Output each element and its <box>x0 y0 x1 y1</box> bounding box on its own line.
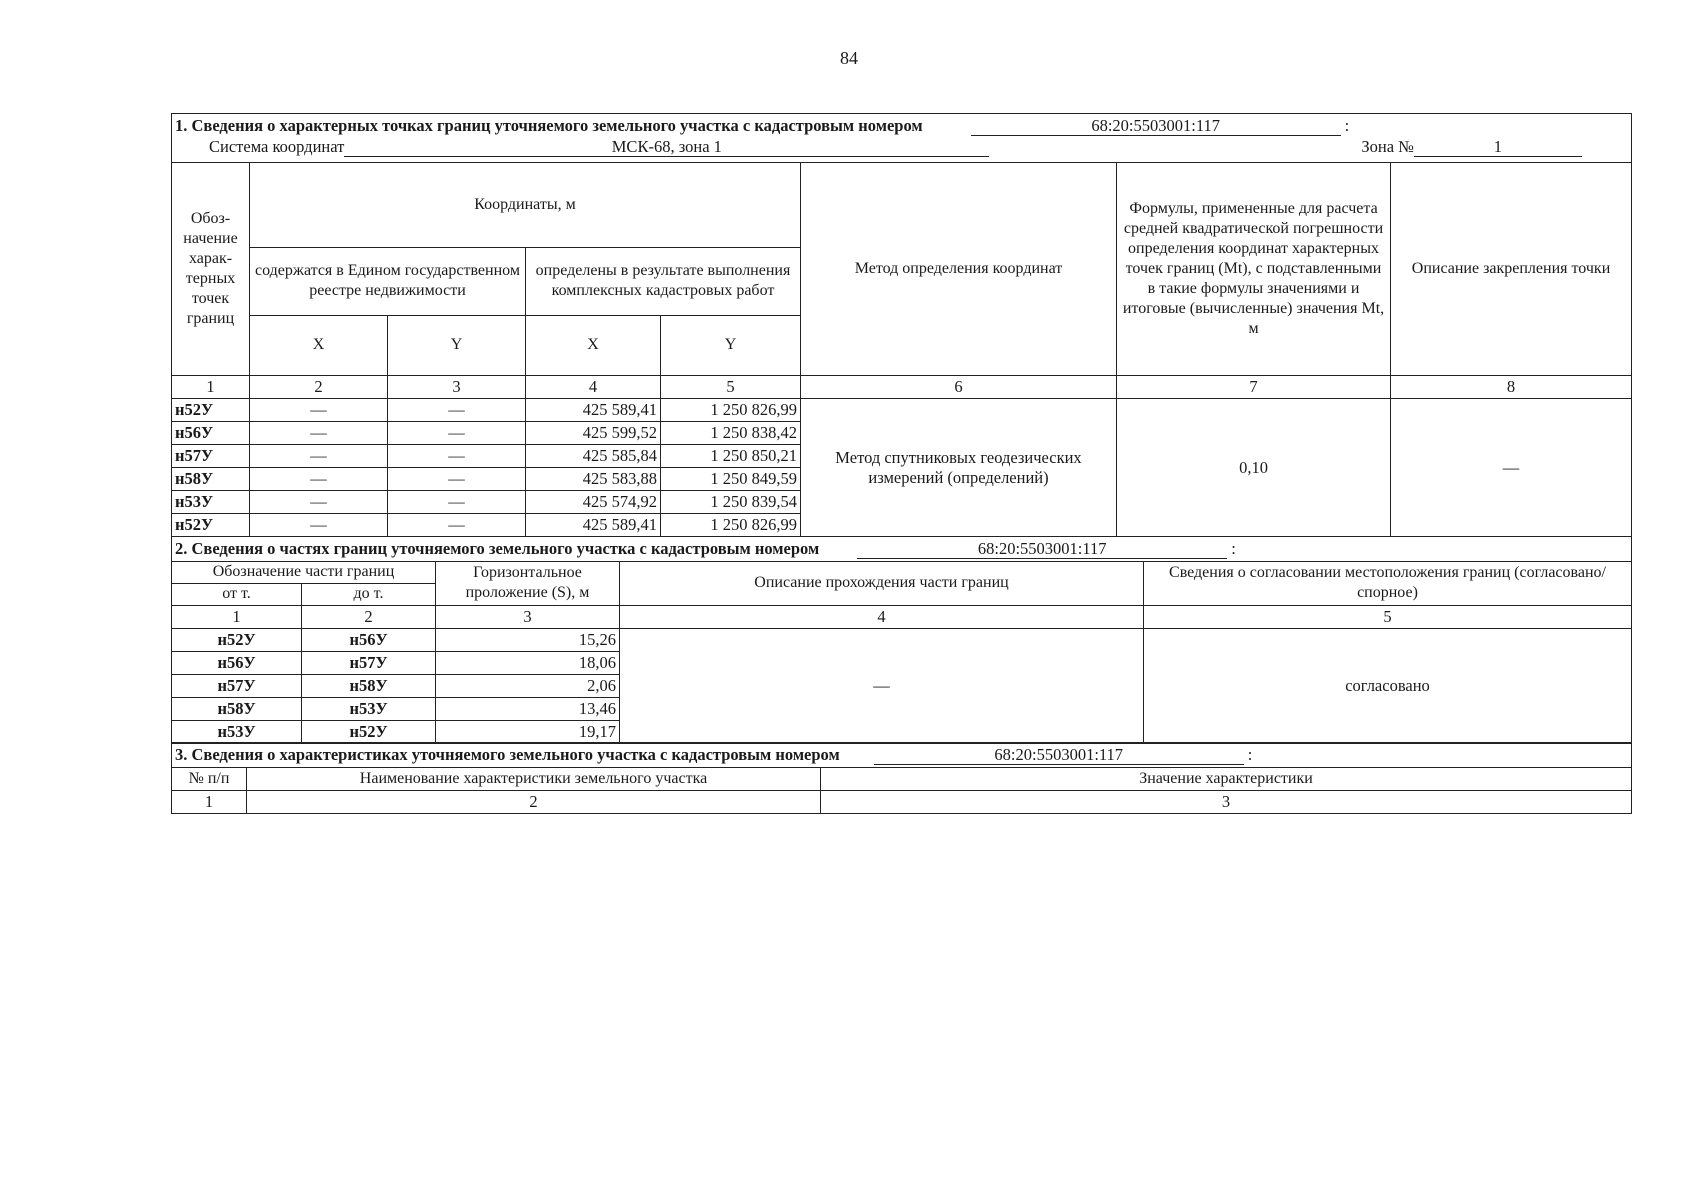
s-cell: 15,26 <box>436 628 620 651</box>
x-cell: 425 599,52 <box>526 422 661 445</box>
section3-title-cell <box>172 743 1632 768</box>
coord-system-label: Система координат <box>209 137 345 156</box>
hdr-reg-x: X <box>250 315 388 375</box>
section2-colon: : <box>1231 538 1236 558</box>
reg-x-cell: — <box>250 399 388 422</box>
hdr-det-y: Y <box>661 315 801 375</box>
point-cell: н52У <box>172 399 250 422</box>
col-num-5: 5 <box>661 376 801 399</box>
x-cell: 425 583,88 <box>526 468 661 491</box>
hdr-determined: определены в результате выполнения комплексных кадастровых работ <box>526 247 801 315</box>
coord-system-value: МСК-68, зона 1 <box>344 137 989 157</box>
reg-x-cell: — <box>250 445 388 468</box>
hdr-reg-y: Y <box>388 315 526 375</box>
col-num-4: 4 <box>526 376 661 399</box>
y-cell: 1 250 826,99 <box>661 514 801 537</box>
hdr-in-registry: содержатся в Едином государственном реестре недвижимости <box>250 247 526 315</box>
hdr-to: до т. <box>302 583 436 605</box>
reg-x-cell: — <box>250 491 388 514</box>
col-num-8: 8 <box>1391 376 1632 399</box>
col-num-1: 1 <box>172 376 250 399</box>
reg-x-cell: — <box>250 514 388 537</box>
col-num-3: 3 <box>436 605 620 628</box>
col-num-6: 6 <box>801 376 1117 399</box>
col-num-4: 4 <box>620 605 1144 628</box>
section1-colon: : <box>1344 116 1350 135</box>
y-cell: 1 250 849,59 <box>661 468 801 491</box>
section1-table <box>171 113 1632 537</box>
col-num-3: 3 <box>388 376 526 399</box>
reg-x-cell: — <box>250 422 388 445</box>
point-cell: н52У <box>172 514 250 537</box>
hdr-fixing: Описание закрепления точки <box>1391 163 1632 376</box>
hdr-value: Значение характеристики <box>821 768 1632 791</box>
mt-value: 0,10 <box>1117 399 1391 537</box>
x-cell: 425 589,41 <box>526 514 661 537</box>
point-cell: н58У <box>172 468 250 491</box>
section3-colon: : <box>1247 745 1253 764</box>
reg-y-cell: — <box>388 514 526 537</box>
hdr-det-x: X <box>526 315 661 375</box>
cadastral-document <box>171 113 1631 814</box>
reg-y-cell: — <box>388 399 526 422</box>
reg-y-cell: — <box>388 445 526 468</box>
hdr-formulas: Формулы, примененные для расчета средней квадратической погрешности определения координат характерных точек границ (Mt), с подставленными в такие формулы значениями и итоговые (вычисленные) значения Mt, м <box>1117 163 1391 376</box>
hdr-description: Описание прохождения части границ <box>620 561 1144 605</box>
section1-cadastral-number: 68:20:5503001:117 <box>971 116 1341 136</box>
method-value: Метод спутниковых геодезических измерений (определений) <box>801 399 1117 537</box>
reg-x-cell: — <box>250 468 388 491</box>
y-cell: 1 250 838,42 <box>661 422 801 445</box>
point-cell: н57У <box>172 445 250 468</box>
description-value: — <box>620 628 1144 743</box>
reg-y-cell: — <box>388 491 526 514</box>
section2-title: 2. Сведения о частях границ уточняемого земельного участка с кадастровым номером <box>175 538 820 558</box>
table-row <box>172 399 1632 422</box>
zone-label: Зона № <box>1361 137 1414 156</box>
col-num-1: 1 <box>172 791 247 814</box>
to-cell: н53У <box>302 697 436 720</box>
section1-title-cell <box>172 114 1632 163</box>
fixing-value: — <box>1391 399 1632 537</box>
hdr-part-designation: Обозначение части границ <box>172 561 436 583</box>
col-num-7: 7 <box>1117 376 1391 399</box>
to-cell: н52У <box>302 720 436 743</box>
table-row <box>172 628 1632 651</box>
to-cell: н57У <box>302 651 436 674</box>
to-cell: н58У <box>302 674 436 697</box>
col-num-3: 3 <box>821 791 1632 814</box>
from-cell: н57У <box>172 674 302 697</box>
point-cell: н56У <box>172 422 250 445</box>
section2-cadastral-number: 68:20:5503001:117 <box>857 539 1227 559</box>
s-cell: 13,46 <box>436 697 620 720</box>
s-cell: 2,06 <box>436 674 620 697</box>
x-cell: 425 574,92 <box>526 491 661 514</box>
y-cell: 1 250 839,54 <box>661 491 801 514</box>
hdr-from: от т. <box>172 583 302 605</box>
agreement-value: согласовано <box>1144 628 1632 743</box>
from-cell: н53У <box>172 720 302 743</box>
hdr-num: № п/п <box>172 768 247 791</box>
zone-value: 1 <box>1414 137 1582 157</box>
y-cell: 1 250 826,99 <box>661 399 801 422</box>
col-num-5: 5 <box>1144 605 1632 628</box>
x-cell: 425 585,84 <box>526 445 661 468</box>
col-num-2: 2 <box>302 605 436 628</box>
from-cell: н58У <box>172 697 302 720</box>
section2-table <box>171 536 1632 744</box>
reg-y-cell: — <box>388 422 526 445</box>
col-num-2: 2 <box>250 376 388 399</box>
hdr-horizontal: Горизонтальное проложение (S), м <box>436 561 620 605</box>
hdr-agreement: Сведения о согласовании местоположения границ (согласовано/спорное) <box>1144 561 1632 605</box>
x-cell: 425 589,41 <box>526 399 661 422</box>
section3-title: 3. Сведения о характеристиках уточняемого земельного участка с кадастровым номером <box>175 745 840 764</box>
s-cell: 19,17 <box>436 720 620 743</box>
to-cell: н56У <box>302 628 436 651</box>
hdr-method: Метод определения координат <box>801 163 1117 376</box>
col-num-2: 2 <box>247 791 821 814</box>
section3-table <box>171 742 1632 814</box>
point-cell: н53У <box>172 491 250 514</box>
col-num-1: 1 <box>172 605 302 628</box>
s-cell: 18,06 <box>436 651 620 674</box>
hdr-coordinates: Координаты, м <box>250 163 801 248</box>
page-number: 84 <box>840 48 858 68</box>
hdr-point-designation: Обоз-начение харак-терных точек границ <box>172 163 250 376</box>
reg-y-cell: — <box>388 468 526 491</box>
section3-cadastral-number: 68:20:5503001:117 <box>874 745 1244 765</box>
y-cell: 1 250 850,21 <box>661 445 801 468</box>
from-cell: н56У <box>172 651 302 674</box>
hdr-name: Наименование характеристики земельного участка <box>247 768 821 791</box>
section2-title-cell <box>172 536 1632 561</box>
from-cell: н52У <box>172 628 302 651</box>
section1-title: 1. Сведения о характерных точках границ уточняемого земельного участка с кадастровым номером <box>175 116 923 135</box>
